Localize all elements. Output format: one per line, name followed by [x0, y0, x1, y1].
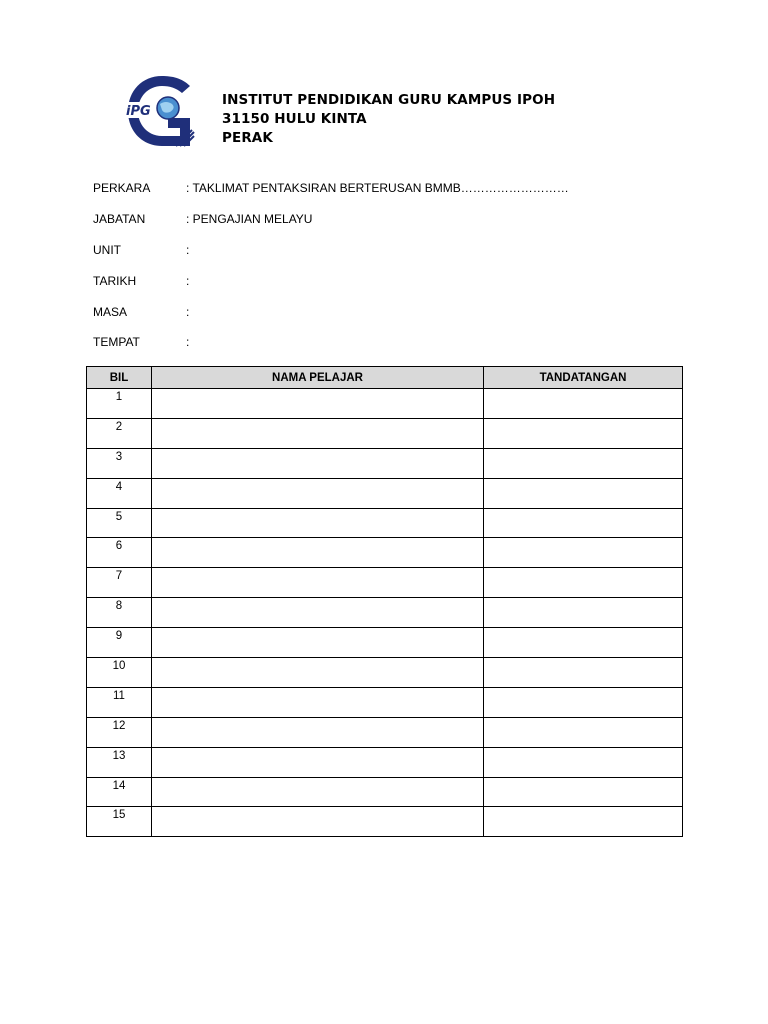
field-label: UNIT [93, 243, 121, 257]
table-row [87, 568, 683, 598]
row-number: 12 [87, 717, 152, 747]
student-name-cell[interactable] [152, 717, 484, 747]
signature-cell[interactable] [484, 658, 683, 688]
row-number: 14 [87, 777, 152, 807]
header-bil: BIL [87, 367, 152, 389]
field-value: : [186, 274, 190, 288]
signature-cell[interactable] [484, 478, 683, 508]
row-number: 8 [87, 598, 152, 628]
signature-cell[interactable] [484, 418, 683, 448]
table-row [87, 389, 683, 419]
field-value: : TAKLIMAT PENTAKSIRAN BERTERUSAN BMMB……………………… [186, 181, 569, 195]
signature-cell[interactable] [484, 807, 683, 837]
student-name-cell[interactable] [152, 418, 484, 448]
table-row [87, 747, 683, 777]
row-number: 2 [87, 418, 152, 448]
signature-cell[interactable] [484, 598, 683, 628]
row-number: 15 [87, 807, 152, 837]
signature-cell[interactable] [484, 628, 683, 658]
student-name-cell[interactable] [152, 598, 484, 628]
field-value: : [186, 243, 190, 257]
field-label: TEMPAT [93, 335, 140, 349]
signature-cell[interactable] [484, 568, 683, 598]
table-row [87, 717, 683, 747]
table-row [87, 807, 683, 837]
signature-cell[interactable] [484, 717, 683, 747]
field-value: : PENGAJIAN MELAYU [186, 212, 313, 226]
field-label: MASA [93, 305, 128, 319]
row-number: 4 [87, 478, 152, 508]
signature-cell[interactable] [484, 747, 683, 777]
student-name-cell[interactable] [152, 747, 484, 777]
student-name-cell[interactable] [152, 389, 484, 419]
table-row [87, 448, 683, 478]
signature-cell[interactable] [484, 508, 683, 538]
field-value: : [186, 305, 190, 319]
table-row [87, 658, 683, 688]
institution-state: PERAK [222, 130, 273, 146]
row-number: 13 [87, 747, 152, 777]
table-row [87, 687, 683, 717]
signature-cell[interactable] [484, 777, 683, 807]
student-name-cell[interactable] [152, 478, 484, 508]
table-row [87, 538, 683, 568]
field-label: JABATAN [93, 212, 146, 226]
institution-header [222, 91, 555, 148]
row-number: 3 [87, 448, 152, 478]
row-number: 7 [87, 568, 152, 598]
signature-cell[interactable] [484, 389, 683, 419]
row-number: 5 [87, 508, 152, 538]
institution-name: INSTITUT PENDIDIKAN GURU KAMPUS IPOH [222, 92, 556, 108]
field-label: PERKARA [93, 181, 151, 195]
student-name-cell[interactable] [152, 448, 484, 478]
student-name-cell[interactable] [152, 777, 484, 807]
student-name-cell[interactable] [152, 508, 484, 538]
table-row [87, 598, 683, 628]
row-number: 6 [87, 538, 152, 568]
row-number: 10 [87, 658, 152, 688]
header-tandatangan: TANDATANGAN [484, 367, 683, 389]
student-name-cell[interactable] [152, 628, 484, 658]
field-value: : [186, 335, 190, 349]
signature-cell[interactable] [484, 538, 683, 568]
table-row [87, 418, 683, 448]
signature-cell[interactable] [484, 448, 683, 478]
table-row [87, 777, 683, 807]
attendance-table [86, 366, 683, 837]
ipg-logo [122, 74, 196, 148]
student-name-cell[interactable] [152, 538, 484, 568]
signature-cell[interactable] [484, 687, 683, 717]
student-name-cell[interactable] [152, 807, 484, 837]
student-name-cell[interactable] [152, 687, 484, 717]
header-nama-pelajar: NAMA PELAJAR [152, 367, 484, 389]
row-number: 9 [87, 628, 152, 658]
student-name-cell[interactable] [152, 658, 484, 688]
attendance-table-body [87, 389, 683, 837]
table-row [87, 628, 683, 658]
row-number: 1 [87, 389, 152, 419]
institution-postcode: 31150 HULU KINTA [222, 111, 367, 127]
table-row [87, 508, 683, 538]
student-name-cell[interactable] [152, 568, 484, 598]
svg-text:iPG: iPG [126, 104, 151, 119]
row-number: 11 [87, 687, 152, 717]
field-label: TARIKH [93, 274, 137, 288]
table-header-row [87, 367, 683, 389]
table-row [87, 478, 683, 508]
